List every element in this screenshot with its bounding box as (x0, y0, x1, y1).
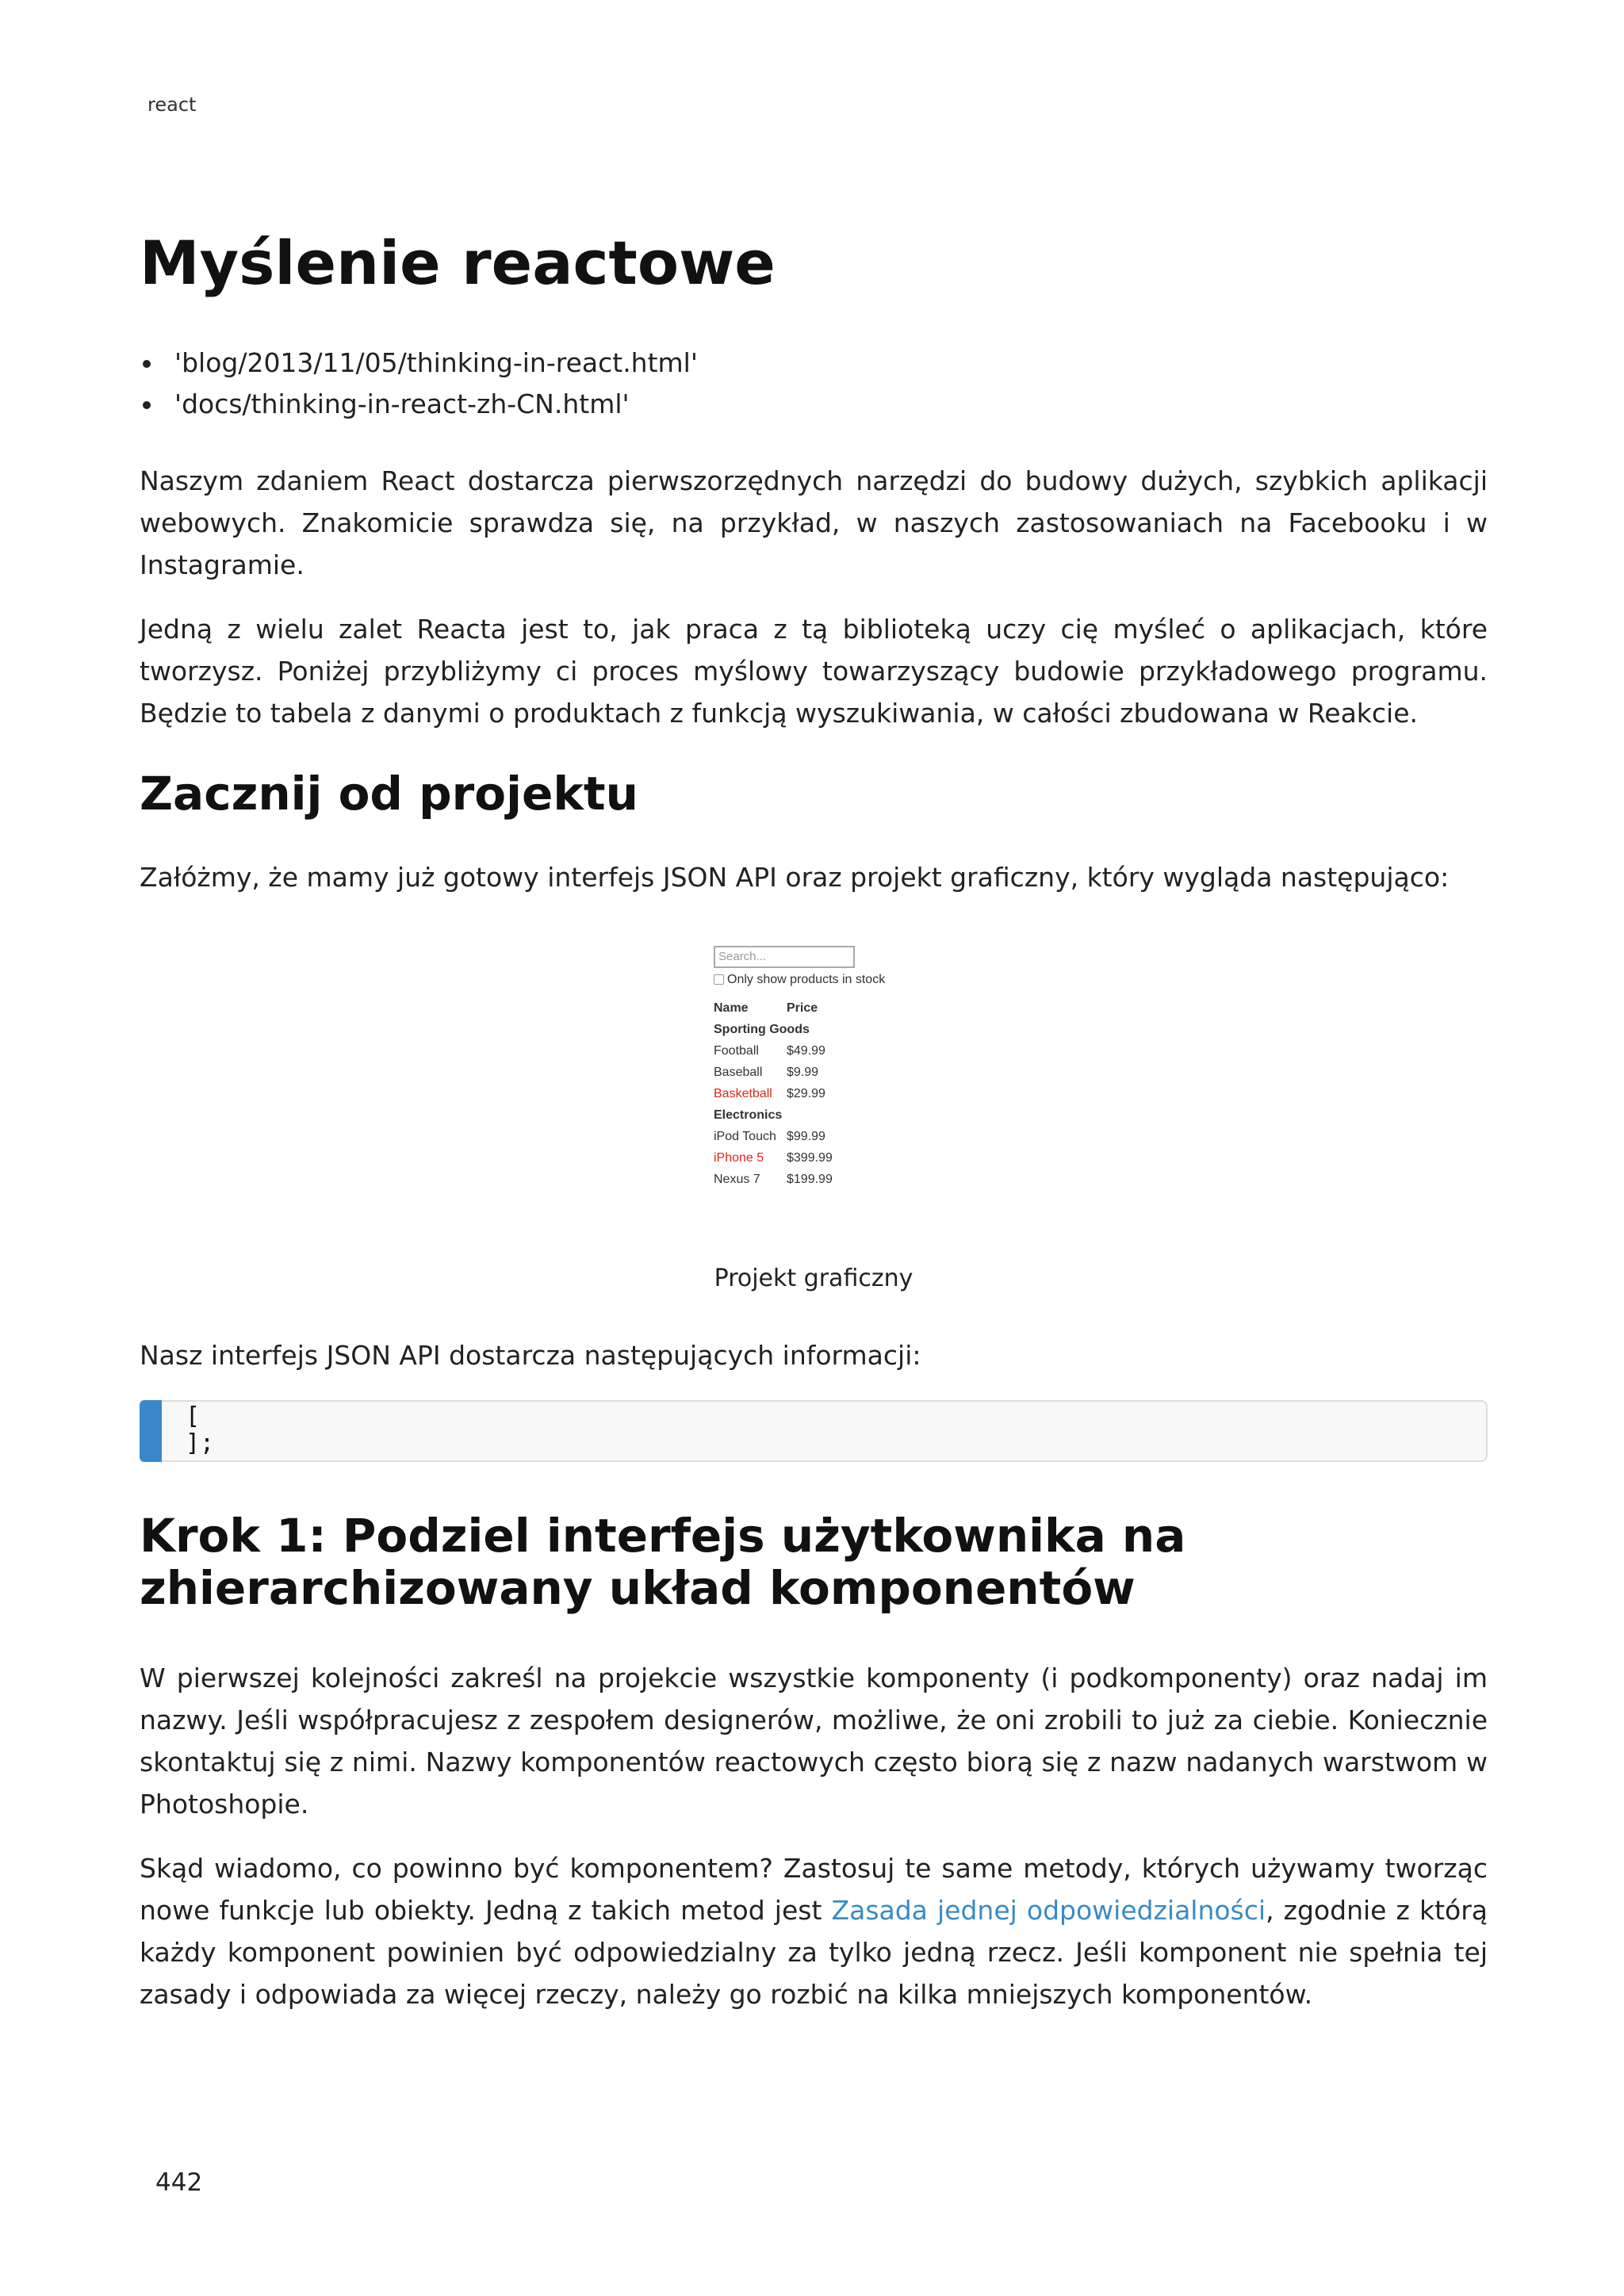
product-name: Nexus 7 (714, 1173, 760, 1187)
product-name: Football (714, 1044, 759, 1058)
product-price: $49.99 (787, 1044, 825, 1058)
list-item: 'docs/thinking-in-react-zh-CN.html' (174, 384, 1488, 425)
design-figure (140, 946, 1488, 1295)
page-number: 442 (155, 2168, 203, 2197)
stock-label: Only show products in stock (727, 972, 886, 986)
step1-paragraph-2-text-before: Skąd wiadomo, co powinno być komponentem? Zastosuj te same metody, których używamy tworząc nowe funkcje lub obiekty. Jedną z takich metod jest (140, 1852, 1488, 1926)
running-header: react (147, 94, 197, 116)
table-row (714, 1084, 833, 1105)
product-price: $29.99 (787, 1087, 825, 1101)
link-list (140, 342, 1488, 425)
code-content: [ ]; (186, 1402, 215, 1457)
single-responsibility-link[interactable]: Zasada jednej odpowiedzialności (831, 1894, 1266, 1926)
search-input: Search... (714, 946, 855, 968)
design-paragraph: Załóżmy, że mamy już gotowy interfejs JSON API oraz projekt graficzny, który wygląda następująco: (140, 861, 1450, 893)
table-row (714, 1169, 833, 1191)
page-title: Myślenie reactowe (140, 228, 776, 298)
step1-paragraph-1: W pierwszej kolejności zakreśl na projekcie wszystkie komponenty (i podkomponenty) oraz nadaj im nazwy. Jeśli współpracujesz z zespołem designerów, możliwe, że oni zrobili to już za ciebie. Koniecznie skontaktuj się z nimi. Nazwy komponentów reactowych często biorą się z nazw nadanych warstwom w Photoshopie. (140, 1662, 1488, 1820)
design-mockup (714, 946, 936, 1191)
category-row (714, 1020, 833, 1041)
intro-paragraph-2: Jedną z wielu zalet Reacta jest to, jak praca z tą biblioteką uczy cię myśleć o aplikacjach, które tworzysz. Poniżej przybliżymy ci proces myślowy towarzyszący budowie przykładowego programu. Będzie to tabela z danymi o produktach z funkcją wyszukiwania, w całości zbudowana w Reakcie. (140, 613, 1488, 729)
table-row (714, 1148, 833, 1169)
product-table (714, 998, 833, 1191)
product-price: $199.99 (787, 1173, 833, 1187)
code-block (140, 1400, 1488, 1462)
table-row (714, 1062, 833, 1084)
product-price: $99.99 (787, 1130, 825, 1144)
table-row (714, 1041, 833, 1062)
product-price: $399.99 (787, 1151, 833, 1165)
step1-paragraph-2-text-after: , zgodnie z którą każdy komponent powinien być odpowiedzialny za tylko jedną rzecz. Jeśli komponent nie spełnia tej zasady i odpowiada za więcej rzeczy, należy go rozbić na kilka mniejszych komponentów. (140, 1894, 1488, 2010)
section-heading-step-1: Krok 1: Podziel interfejs użytkownika na zhierarchizowany układ komponentów (140, 1508, 1186, 1615)
stock-checkbox-row (714, 973, 936, 987)
category-label: Electronics (714, 1108, 783, 1123)
checkbox-icon (714, 974, 724, 985)
product-name-out-of-stock: Basketball (714, 1087, 772, 1101)
product-name: iPod Touch (714, 1130, 776, 1144)
table-row (714, 1127, 833, 1148)
column-header-name: Name (714, 1001, 749, 1016)
category-row (714, 1105, 833, 1127)
column-header-price: Price (787, 1001, 818, 1016)
table-header-row (714, 998, 833, 1020)
product-name-out-of-stock: iPhone 5 (714, 1151, 764, 1165)
product-price: $9.99 (787, 1066, 819, 1080)
product-name: Baseball (714, 1066, 763, 1080)
category-label: Sporting Goods (714, 1023, 810, 1037)
json-api-paragraph: Nasz interfejs JSON API dostarcza następujących informacji: (140, 1339, 921, 1371)
code-block-accent-bar (140, 1400, 162, 1462)
figure-caption: Projekt graficzny (714, 1264, 914, 1292)
step1-paragraph-2 (140, 1847, 1488, 2015)
section-heading-design: Zacznij od projektu (140, 766, 638, 821)
intro-paragraph-1: Naszym zdaniem React dostarcza pierwszorzędnych narzędzi do budowy dużych, szybkich aplikacji webowych. Znakomicie sprawdza się, na przykład, w naszych zastosowaniach na Facebooku i w Instagramie. (140, 465, 1488, 580)
list-item: 'blog/2013/11/05/thinking-in-react.html' (174, 342, 1488, 384)
page-content (140, 230, 1488, 2038)
